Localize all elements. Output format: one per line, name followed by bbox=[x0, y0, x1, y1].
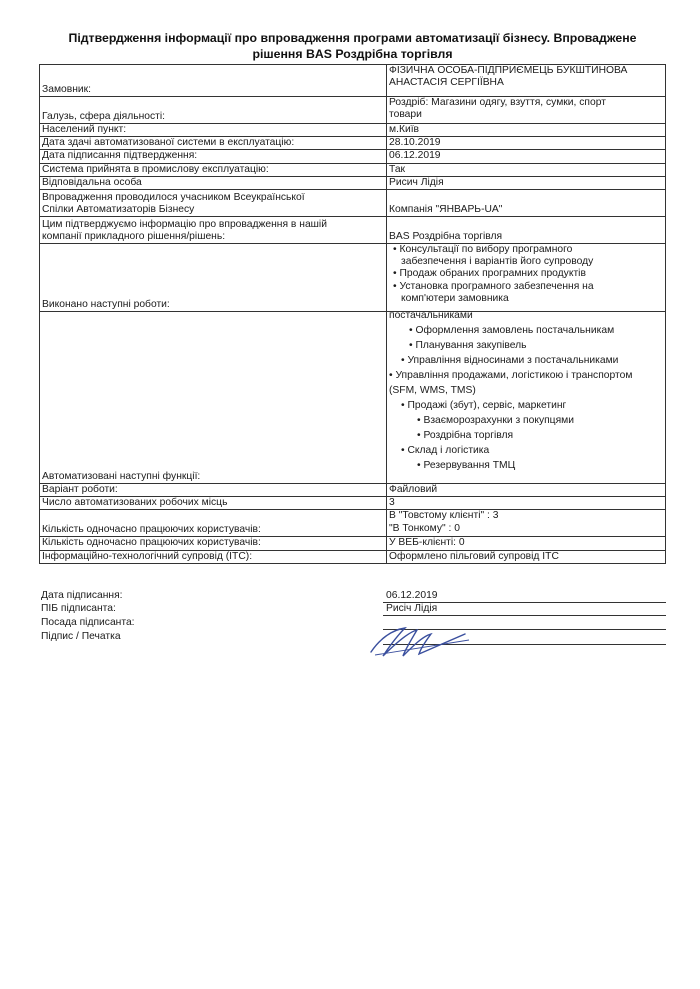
signer-name-value: Рисіч Лідія bbox=[386, 603, 438, 614]
signature-label: Підпис / Печатка bbox=[41, 631, 121, 642]
table-row-city bbox=[40, 124, 666, 137]
itc-label: Інформаційно-технологічний супровід (ІТС): bbox=[40, 550, 387, 563]
signing-date-label: Дата підписання: bbox=[41, 590, 123, 601]
solution-value: BAS Роздрібна торгівля bbox=[387, 217, 666, 244]
users-value-1-line-1: В "Товстому клієнті" : 3 bbox=[389, 510, 499, 522]
functions-item: • Склад і логістика bbox=[401, 445, 490, 457]
table-row-responsible bbox=[40, 176, 666, 189]
accepted-value: Так bbox=[387, 163, 666, 176]
works-item: комп'ютери замовника bbox=[401, 292, 509, 304]
member-label-line-2: Спілки Автоматизаторів Бізнесу bbox=[42, 203, 195, 215]
functions-label: Автоматизовані наступні функції: bbox=[40, 312, 387, 484]
functions-item: • Оформлення замовлень постачальникам bbox=[409, 325, 615, 337]
delivery-date-value: 28.10.2019 bbox=[387, 137, 666, 150]
table-row-industry bbox=[40, 97, 666, 124]
member-label-line-1: Впровадження проводилося учасником Всеукраїнської bbox=[42, 191, 305, 203]
title-line-2: рішення BAS Роздрібна торгівля bbox=[252, 46, 453, 61]
industry-value bbox=[387, 97, 666, 124]
functions-item: • Управління продажами, логістикою і транспортом bbox=[389, 370, 633, 382]
users-value-1-line-2: "В Тонкому" : 0 bbox=[389, 522, 460, 534]
users-label-1: Кількість одночасно працюючих користувачів: bbox=[40, 510, 387, 537]
mode-value: Файловий bbox=[387, 484, 666, 497]
users-value-2: У ВЕБ-клієнті: 0 bbox=[387, 537, 666, 550]
solution-label-line-1: Цим підтверджуємо інформацію про впровадження в нашій bbox=[42, 218, 327, 230]
table-row-accepted bbox=[40, 163, 666, 176]
signer-position-label: Посада підписанта: bbox=[41, 617, 135, 628]
table-row-delivery-date bbox=[40, 137, 666, 150]
functions-item: • Взаєморозрахунки з покупцями bbox=[417, 415, 574, 427]
customer-value-line-2: АНАСТАСІЯ СЕРГІЇВНА bbox=[389, 77, 504, 89]
table-row-mode bbox=[40, 484, 666, 497]
signer-name-label: ПІБ підписанта: bbox=[41, 603, 116, 614]
solution-label bbox=[40, 217, 387, 244]
accepted-label: Система прийнята в промислову експлуатацію: bbox=[40, 163, 387, 176]
signer-name-underline bbox=[383, 615, 666, 616]
table-row-functions bbox=[40, 312, 666, 484]
responsible-label: Відповідальна особа bbox=[40, 176, 387, 189]
functions-item: • Резервування ТМЦ bbox=[417, 460, 516, 472]
table-row-solution bbox=[40, 217, 666, 244]
document-title bbox=[40, 31, 665, 62]
responsible-value: Рисич Лідія bbox=[387, 176, 666, 189]
signing-date-value: 06.12.2019 bbox=[386, 590, 438, 601]
confirm-date-label: Дата підписання підтвердження: bbox=[40, 150, 387, 163]
works-item: • Установка програмного забезпечення на bbox=[393, 280, 594, 292]
industry-value-line-1: Роздріб: Магазини одягу, взуття, сумки, спорт bbox=[389, 97, 606, 108]
workplaces-label: Число автоматизованих робочих місць bbox=[40, 497, 387, 510]
works-list bbox=[387, 244, 666, 312]
users-label-2: Кількість одночасно працюючих користувачів: bbox=[40, 537, 387, 550]
implementation-table bbox=[39, 64, 666, 564]
table-row-customer bbox=[40, 65, 666, 97]
customer-value-line-1: ФІЗИЧНА ОСОБА-ПІДПРИЄМЕЦЬ БУКШТИНОВА bbox=[389, 65, 628, 76]
functions-item: • Продажі (збут), сервіс, маркетинг bbox=[401, 400, 567, 412]
mode-label: Варіант роботи: bbox=[40, 484, 387, 497]
functions-item: • Роздрібна торгівля bbox=[417, 430, 514, 442]
customer-value bbox=[387, 65, 666, 97]
functions-item: постачальниками bbox=[389, 311, 473, 322]
industry-label: Галузь, сфера діяльності: bbox=[40, 97, 387, 124]
itc-value: Оформлено пільговий супровід ІТС bbox=[387, 550, 666, 563]
city-label: Населений пункт: bbox=[40, 124, 387, 137]
users-value-1 bbox=[387, 510, 666, 537]
table-row-member bbox=[40, 190, 666, 217]
table-row-users-web bbox=[40, 537, 666, 550]
functions-item: • Управління відносинами з постачальниками bbox=[401, 355, 619, 367]
customer-label: Замовник: bbox=[40, 65, 387, 97]
member-value: Компанія "ЯНВАРЬ-UA" bbox=[387, 190, 666, 217]
city-value: м.Київ bbox=[387, 124, 666, 137]
functions-item: (SFM, WMS, TMS) bbox=[389, 385, 476, 397]
title-line-1: Підтвердження інформації про впровадження програми автоматизації бізнесу. Впроваджене bbox=[68, 31, 637, 45]
works-item: • Продаж обраних програмних продуктів bbox=[393, 268, 586, 280]
works-label: Виконано наступні роботи: bbox=[40, 244, 387, 312]
member-label bbox=[40, 190, 387, 217]
table-row-workplaces bbox=[40, 497, 666, 510]
table-row-works bbox=[40, 244, 666, 312]
confirm-date-value: 06.12.2019 bbox=[387, 150, 666, 163]
delivery-date-label: Дата здачі автоматизованої системи в експлуатацію: bbox=[40, 137, 387, 150]
table-row-itc bbox=[40, 550, 666, 563]
table-row-confirm-date bbox=[40, 150, 666, 163]
solution-label-line-2: компанії прикладного рішення/рішень: bbox=[42, 230, 226, 242]
functions-item: • Планування закупівель bbox=[409, 340, 527, 352]
handwritten-signature bbox=[365, 622, 475, 662]
works-item: • Консультації по вибору програмного bbox=[393, 244, 573, 256]
table-row-users-thick bbox=[40, 510, 666, 537]
industry-value-line-2: товари bbox=[389, 109, 422, 121]
signature-stroke bbox=[371, 628, 465, 656]
works-item: забезпечення і варіантів його супроводу bbox=[401, 256, 594, 268]
functions-list bbox=[387, 312, 666, 484]
workplaces-value: 3 bbox=[387, 497, 666, 510]
